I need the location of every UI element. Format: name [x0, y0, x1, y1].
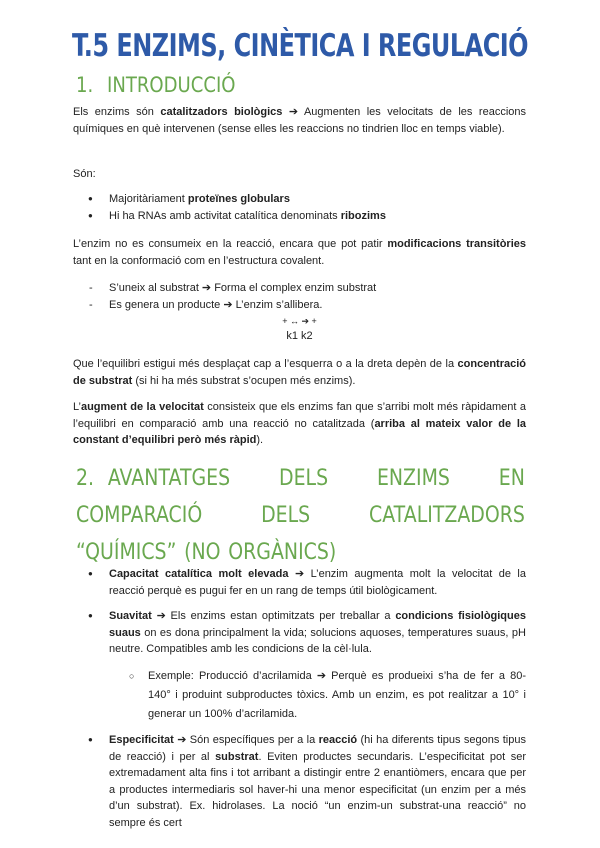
bold-run: Capacitat catalítica molt elevada [109, 568, 289, 580]
page-title: T.5 ENZIMS, CINÈTICA I REGULACIÓ [71, 28, 529, 64]
list-item [73, 732, 526, 832]
section-1-title: INTRODUCCIÓ [107, 73, 236, 97]
bold-run: substrat [215, 750, 259, 763]
intro-bullet-list [73, 191, 526, 224]
text-run: ➔ Els enzims estan optimitzats per treballar a [151, 610, 396, 623]
section-2-heading [76, 460, 525, 571]
list-item [73, 566, 526, 599]
velocity-paragraph [73, 399, 526, 449]
list-item [73, 191, 526, 208]
text-run: ➔ Augmenten les velocitats de les reaccions químiques en què intervenen (sense elles les reaccions no tindrien lloc en temps viable). [73, 106, 526, 135]
advantages-list [73, 566, 526, 658]
bold-run: modificacions transitòries [387, 238, 526, 250]
equation-line-2: k1 k2 [286, 330, 313, 342]
text-run: L’enzim no es consumeix en la reacció, encara que pot patir [73, 238, 388, 250]
dash-list [73, 280, 526, 314]
text-run: Majoritàriament [109, 193, 188, 205]
bold-run: Suavitat [109, 610, 152, 623]
text-run: ). [256, 434, 264, 447]
text-run: . Eviten productes secundaris. L’especificitat pot ser extremadament alta fins i tot arribant a distingir entre 2 enantiòmers, encara que per a productes intermediaris sol haver-hi una menor especificitat (un enzim per a més d’un substrat). Ex. hidrolases. La noció “un enzim-un substrat-una reacció” no sempre és cert [109, 750, 526, 829]
text-run: Que l’equilibri estigui més desplaçat cap a l’esquerra o a la dreta depèn de la [73, 358, 458, 370]
bold-run: augment de la velocitat [80, 401, 204, 413]
text-run: ➔ L’enzim augmenta molt la velocitat de la reacció perquè es pugui fer en un rang de temps útil biològicament. [109, 568, 526, 597]
bold-run: condicions fisiològiques suaus [109, 610, 526, 639]
bold-run: proteïnes globulars [187, 193, 290, 205]
bold-run: ribozims [340, 209, 386, 222]
specificity-list [73, 732, 526, 832]
example-sublist [73, 667, 526, 724]
text-run: consisteix que els enzims fan que s’arribi molt més ràpidament a l’equilibri en comparació amb una reacció no catalitzada ( [73, 401, 527, 430]
bold-run: Especificitat [109, 734, 174, 746]
text-run: Els enzims són [73, 106, 161, 118]
list-item [73, 208, 526, 225]
equilibrium-paragraph [73, 356, 526, 389]
bold-run: concentració de substrat [73, 358, 526, 387]
list-item: - S’uneix al substrat ➔ Forma el complex enzim substrat [73, 280, 526, 297]
list-item: - Es genera un producte ➔ L’enzim s’allibera. [73, 297, 526, 314]
intro-paragraph [73, 104, 526, 137]
text-run: (si hi ha més substrat s’ocupen més enzims). [132, 374, 356, 387]
bold-run: reacció [318, 734, 358, 746]
list-item: ○ Exemple: Producció d’acrilamida ➔ Perquè es produeixi s’ha de fer a 80-140° i produint subproductes tòxics. Amb un enzim, es pot realitzar a 10° i generar un 100% d’acrilamida. [73, 667, 526, 724]
text-run: ➔ Són específiques per a la [173, 734, 319, 746]
section-1-heading [76, 70, 236, 100]
equation-line-1: + ↔ ➔ + [282, 316, 317, 326]
text-run: tant en la conformació com en l’estructura covalent. [73, 254, 325, 267]
bold-run: arriba al mateix valor de la constant d’equilibri però més ràpid [73, 417, 526, 447]
bold-run: catalitzadors biològics [160, 106, 283, 118]
text-run: (hi ha diferents tipus segons tipus de reacció) i per al [109, 734, 526, 763]
text-run: on es dona principalment la vida; solucions aquoses, temperatures suaus, pH neutre. Compatibles amb les condicions de la cèl·lula. [109, 626, 526, 656]
section-2-title: AVANTATGES DELS ENZIMS EN COMPARACIÓ DELS CATALITZADORS “QUÍMICS” (NO ORGÀNICS) [76, 466, 525, 565]
son-label: Són: [73, 168, 96, 180]
section-2-number: 2. [76, 466, 95, 491]
section-1-number: 1. [76, 73, 94, 97]
list-item [73, 608, 526, 658]
enzyme-paragraph [73, 236, 526, 269]
text-run: L’ [73, 401, 81, 413]
text-run: Hi ha RNAs amb activitat catalítica denominats [109, 209, 341, 222]
